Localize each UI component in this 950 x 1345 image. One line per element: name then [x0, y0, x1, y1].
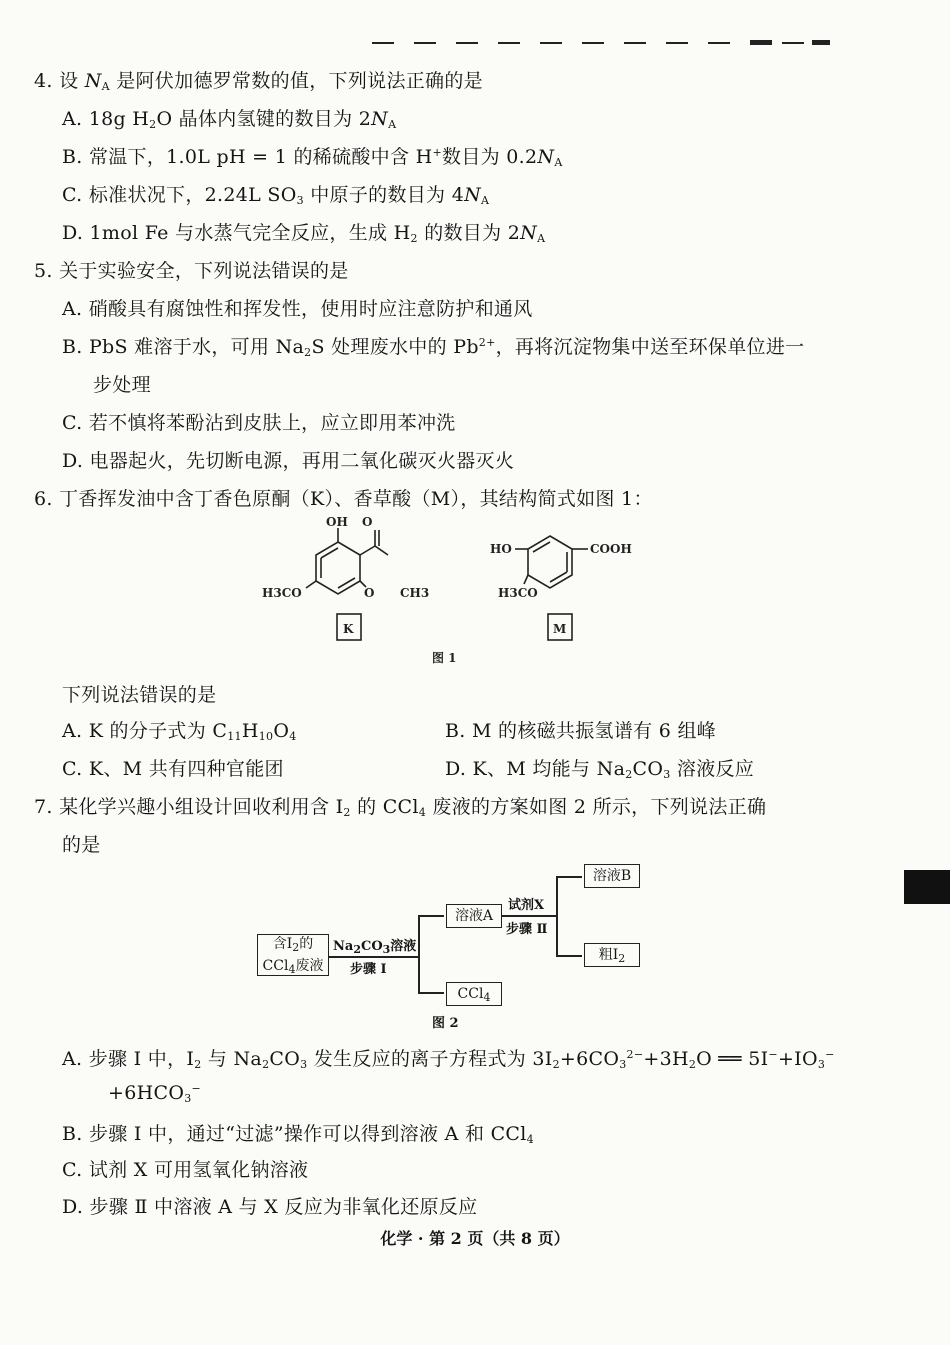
q5-option-c: C. 若不慎将苯酚沾到皮肤上，应立即用苯冲洗: [62, 412, 456, 434]
q7-option-c: C. 试剂 X 可用氢氧化钠溶液: [62, 1159, 309, 1181]
q7-option-d: D. 步骤 Ⅱ 中溶液 A 与 X 反应为非氧化还原反应: [62, 1196, 478, 1218]
q4-option-b: B. 常温下，1.0L pH = 1 的稀硫酸中含 H+数目为 $0.2N_A$: [62, 146, 563, 169]
m-cooh-label: COOH: [590, 542, 632, 556]
k-o2-label: O: [364, 586, 375, 600]
k-ch3-label: CH3: [400, 586, 430, 600]
q6-option-c: C. K、M 共有四种官能团: [62, 758, 284, 780]
flow-step1-label: 步骤 Ⅰ: [350, 962, 387, 977]
page-footer: 化学 · 第 2 页（共 8 页）: [380, 1229, 570, 1248]
q7-option-b: B. 步骤 Ⅰ 中，通过“过滤”操作可以得到溶液 A 和 CCl$_4$: [62, 1123, 534, 1146]
m-box-label: M: [553, 622, 567, 636]
q6-option-b: B. M 的核磁共振氢谱有 6 组峰: [445, 720, 717, 742]
q6-option-d: D. K、M 均能与 $Na_2CO_3$ 溶液反应: [445, 758, 755, 781]
flow-start-box: 含$I_2$的 CCl$_4$废液: [257, 934, 329, 976]
q7-stem: 7. 某化学兴趣小组设计回收利用含 $I_2$ 的 CCl$_4$ 废液的方案如图 2 所示，下列说法正确: [34, 796, 767, 819]
k-h3co-label: H3CO: [262, 586, 302, 600]
k-box-label: K: [343, 622, 354, 636]
q5-option-b-cont: 步处理: [93, 374, 151, 396]
q4-stem: 4. 设 $N_A$ 是阿伏加德罗常数的值，下列说法正确的是: [34, 70, 483, 93]
q7-option-a-cont: $+6HCO_3^-$: [108, 1082, 202, 1105]
figure-2-caption: 图 2: [432, 1016, 459, 1031]
k-o1-label: O: [362, 515, 373, 529]
m-ho-label: HO: [490, 542, 512, 556]
page-edge-tab: [904, 870, 950, 904]
flow-crude-i2-box: 粗$I_2$: [584, 943, 640, 967]
figure-1-structures: [250, 512, 670, 672]
q6-option-a: A. K 的分子式为 $C_{11}H_{10}O_4$: [62, 720, 297, 743]
q7-option-a: A. 步骤 Ⅰ 中，$I_2$ 与 $Na_2CO_3$ 发生反应的离子方程式为 $3I_2+6CO_3^{2-}+3H_2O$ ══ $5I^-+IO_3^-$: [62, 1048, 835, 1071]
q7-stem-cont: 的是: [62, 834, 101, 856]
q4-option-c: C. 标准状况下，2.24L $SO_3$ 中原子的数目为 $4N_A$: [62, 184, 490, 207]
q5-option-b: B. PbS 难溶于水，可用 $Na_2S$ 处理废水中的 $Pb^{2+}$，再将沉淀物集中送至环保单位进一: [62, 336, 805, 359]
flow-reagent-x-label: 试剂X: [508, 898, 545, 913]
flow-ccl4-box: CCl$_4$: [446, 982, 502, 1006]
flow-reagent1-label: $Na_2CO_3$溶液: [333, 939, 417, 956]
header-dash-marks: [372, 36, 832, 50]
q4-option-d: D. 1mol Fe 与水蒸气完全反应，生成 $H_2$ 的数目为 $2N_A$: [62, 222, 546, 245]
q4-option-a: A. 18g $H_2O$ 晶体内氢键的数目为 $2N_A$: [62, 108, 397, 131]
k-oh-label: OH: [326, 515, 348, 529]
q6-stem: 6. 丁香挥发油中含丁香色原酮（K）、香草酸（M），其结构简式如图 1：: [34, 488, 653, 510]
flow-step2-label: 步骤 Ⅱ: [506, 922, 548, 937]
flow-solution-a-box: 溶液A: [446, 904, 502, 928]
flow-solution-b-box: 溶液B: [584, 864, 640, 888]
q5-option-d: D. 电器起火，先切断电源，再用二氧化碳灭火器灭火: [62, 450, 515, 472]
q5-option-a: A. 硝酸具有腐蚀性和挥发性，使用时应注意防护和通风: [62, 298, 533, 320]
q5-stem: 5. 关于实验安全，下列说法错误的是: [34, 260, 349, 282]
q6-lead: 下列说法错误的是: [62, 684, 217, 706]
m-h3co-label: H3CO: [498, 586, 538, 600]
figure-1-caption: 图 1: [432, 651, 457, 665]
